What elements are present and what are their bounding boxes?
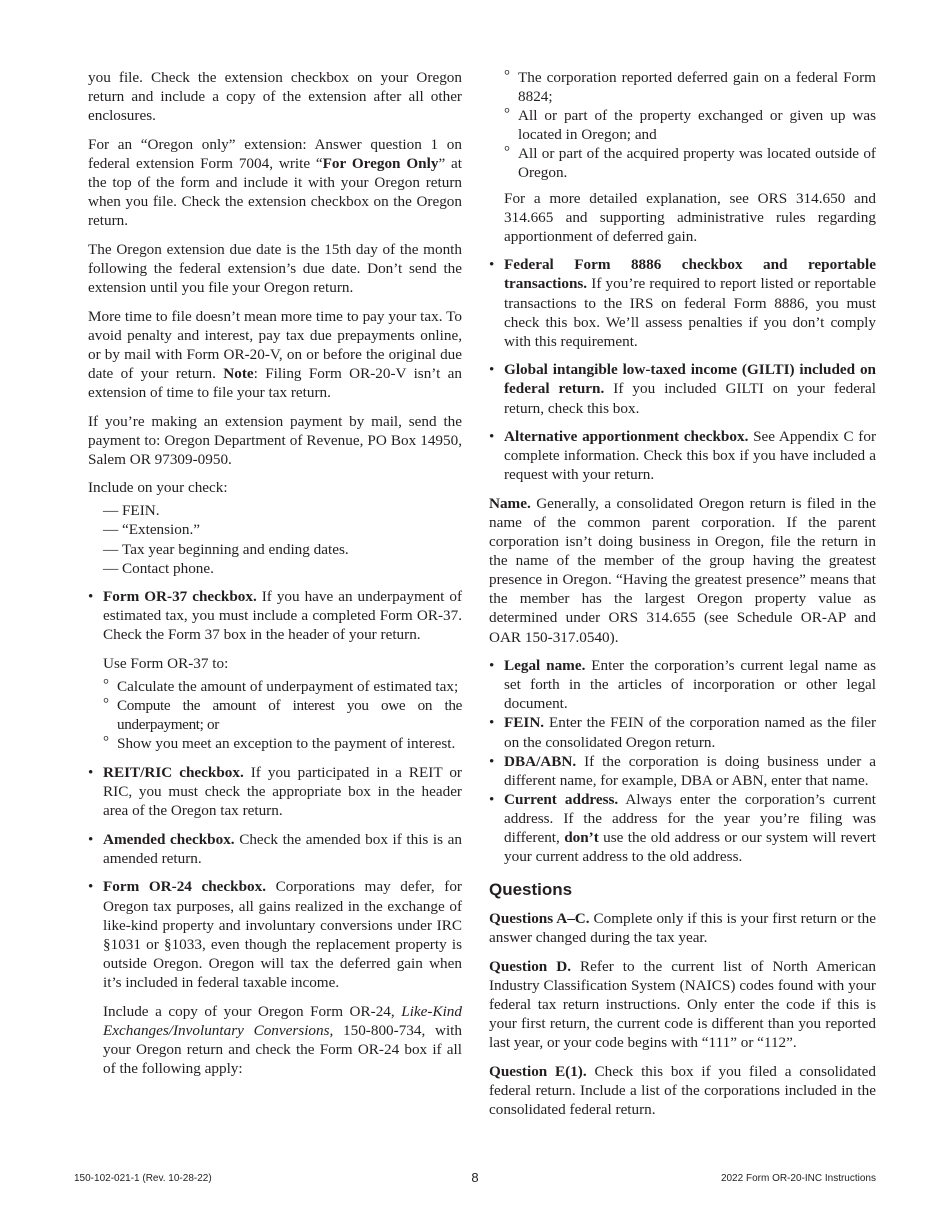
payment-address-paragraph: If you’re making an extension payment by mail, send the payment to: Oregon Department of Revenue, PO Box 14950, Salem OR 97309-0950.	[88, 412, 462, 468]
list-item: ° Calculate the amount of underpayment of estimated tax;	[103, 677, 462, 696]
name-paragraph: Name. Generally, a consolidated Oregon return is filed in the name of the common parent corporation. If the parent corporation isn’t doing business in Oregon, file the return in the name of the member of the group having the greatest presence in Oregon. “Having the greatest presence” means that the member has the largest Oregon property value as determined under ORS 314.655 (see Schedule OR-AP and OAR 150-317.0540).	[489, 494, 876, 646]
alternative-apportionment-item: • Alternative apportionment checkbox. See Appendix C for complete information. Check this box if you have included a request with your return.	[489, 427, 876, 484]
list-item: ° Compute the amount of interest you owe on the underpayment; or	[103, 696, 462, 734]
questions-a-c-paragraph: Questions A–C. Complete only if this is your first return or the answer changed during the tax year.	[489, 910, 876, 947]
list-item: ° Show you meet an exception to the payment of interest.	[103, 734, 462, 753]
amended-checkbox-item: • Amended checkbox. Check the amended box if this is an amended return.	[88, 830, 462, 868]
document-title: 2022 Form OR-20-INC Instructions	[720, 1173, 876, 1184]
include-on-check-label: Include on your check:	[88, 479, 228, 497]
questions-heading: Questions	[489, 880, 573, 900]
oregon-only-extension-paragraph: For an “Oregon only” extension: Answer question 1 on federal extension Form 7004, write “For Oregon Only” at the top of the form and include it with your Oregon return when you file. Check the extension checkbox on the Oregon return.	[88, 135, 462, 230]
check-items-list	[88, 501, 462, 577]
or24-checkbox-item: • Form OR-24 checkbox. Corporations may defer, for Oregon tax purposes, all gains realized in the exchange of like-kind property and involuntary conversions under IRC §1031 or §1033, even though the replacement property is outside Oregon. Oregon will tax the deferred gain when it’s included in federal taxable income.	[88, 877, 462, 992]
name-fields-list	[489, 656, 876, 866]
or37-uses-list	[88, 677, 462, 753]
page-number: 8	[471, 1170, 479, 1185]
list-item: — FEIN.	[103, 501, 462, 520]
form-number: 150-102-021-1 (Rev. 10-28-22)	[74, 1173, 212, 1184]
list-item: — “Extension.”	[103, 520, 462, 539]
or37-checkbox-item: • Form OR-37 checkbox. If you have an underpayment of estimated tax, you must include a completed Form OR-37. Check the Form 37 box in the header of your return.	[88, 587, 462, 644]
reit-ric-checkbox-item: • REIT/RIC checkbox. If you participated in a REIT or RIC, you must check the appropriate box in the header area of the Oregon tax return.	[88, 763, 462, 820]
or37-use-label: Use Form OR-37 to:	[103, 655, 229, 673]
question-d-paragraph: Question D. Refer to the current list of North American Industry Classification System (NAICS) codes found with your federal tax return instructions. Only enter the code if this is your first return, the current code is different than you reported last year, or your code begins with “111” or “112”.	[489, 957, 876, 1052]
question-e1-paragraph: Question E(1). Check this box if you filed a consolidated federal return. Include a list of the corporations included in the consolidated federal return.	[489, 1062, 876, 1119]
list-item: — Contact phone.	[103, 559, 462, 578]
extension-copy-paragraph: you file. Check the extension checkbox on your Oregon return and include a copy of the extension after all other enclosures.	[88, 69, 462, 125]
fein-item: • FEIN. Enter the FEIN of the corporation named as the filer on the consolidated Oregon return.	[489, 713, 876, 751]
dba-abn-item: • DBA/ABN. If the corporation is doing business under a different name, for example, DBA or ABN, enter that name.	[489, 752, 876, 790]
list-item: ° All or part of the property exchanged or given up was located in Oregon; and	[504, 106, 876, 144]
legal-name-item: • Legal name. Enter the corporation’s current legal name as set forth in the articles of incorporation or other legal document.	[489, 656, 876, 713]
list-item: ° All or part of the acquired property was located outside of Oregon.	[504, 144, 876, 182]
time-to-pay-paragraph: More time to file doesn’t mean more time to pay your tax. To avoid penalty and interest, pay tax due prepayments online, or by mail with Form OR-20-V, on or before the original due date of your return. Note: Filing Form OR-20-V isn’t an extension of time to file your tax return.	[88, 307, 462, 401]
current-address-item: • Current address. Always enter the corporation’s current address. If the address for the year you’re filing was different, don’t use the old address or our system will revert your current address to the old address.	[489, 790, 876, 866]
or24-conditions-list	[489, 68, 876, 183]
gilti-checkbox-item: • Global intangible low-taxed income (GILTI) included on federal return. If you included GILTI on your federal return, check this box.	[489, 360, 876, 417]
or24-include-paragraph: Include a copy of your Oregon Form OR-24, Like-Kind Exchanges/Involuntary Conversions, 150-800-734, with your Oregon return and check the Form OR-24 box if all of the following apply:	[103, 1002, 462, 1077]
extension-due-date-paragraph: The Oregon extension due date is the 15th day of the month following the federal extension’s due date. Don’t send the extension until you file your Oregon return.	[88, 240, 462, 296]
list-item: ° The corporation reported deferred gain on a federal Form 8824;	[504, 68, 876, 106]
left-column	[88, 68, 462, 1087]
list-item: — Tax year beginning and ending dates.	[103, 540, 462, 559]
deferred-gain-paragraph: For a more detailed explanation, see ORS 314.650 and 314.665 and supporting administrative rules regarding apportionment of deferred gain.	[504, 189, 876, 245]
right-column	[489, 68, 876, 1129]
form-8886-checkbox-item: • Federal Form 8886 checkbox and reportable transactions. If you’re required to report listed or reportable transactions to the IRS on federal Form 8886, you must check this box. We’ll assess penalties if you don’t comply with this requirement.	[489, 255, 876, 350]
